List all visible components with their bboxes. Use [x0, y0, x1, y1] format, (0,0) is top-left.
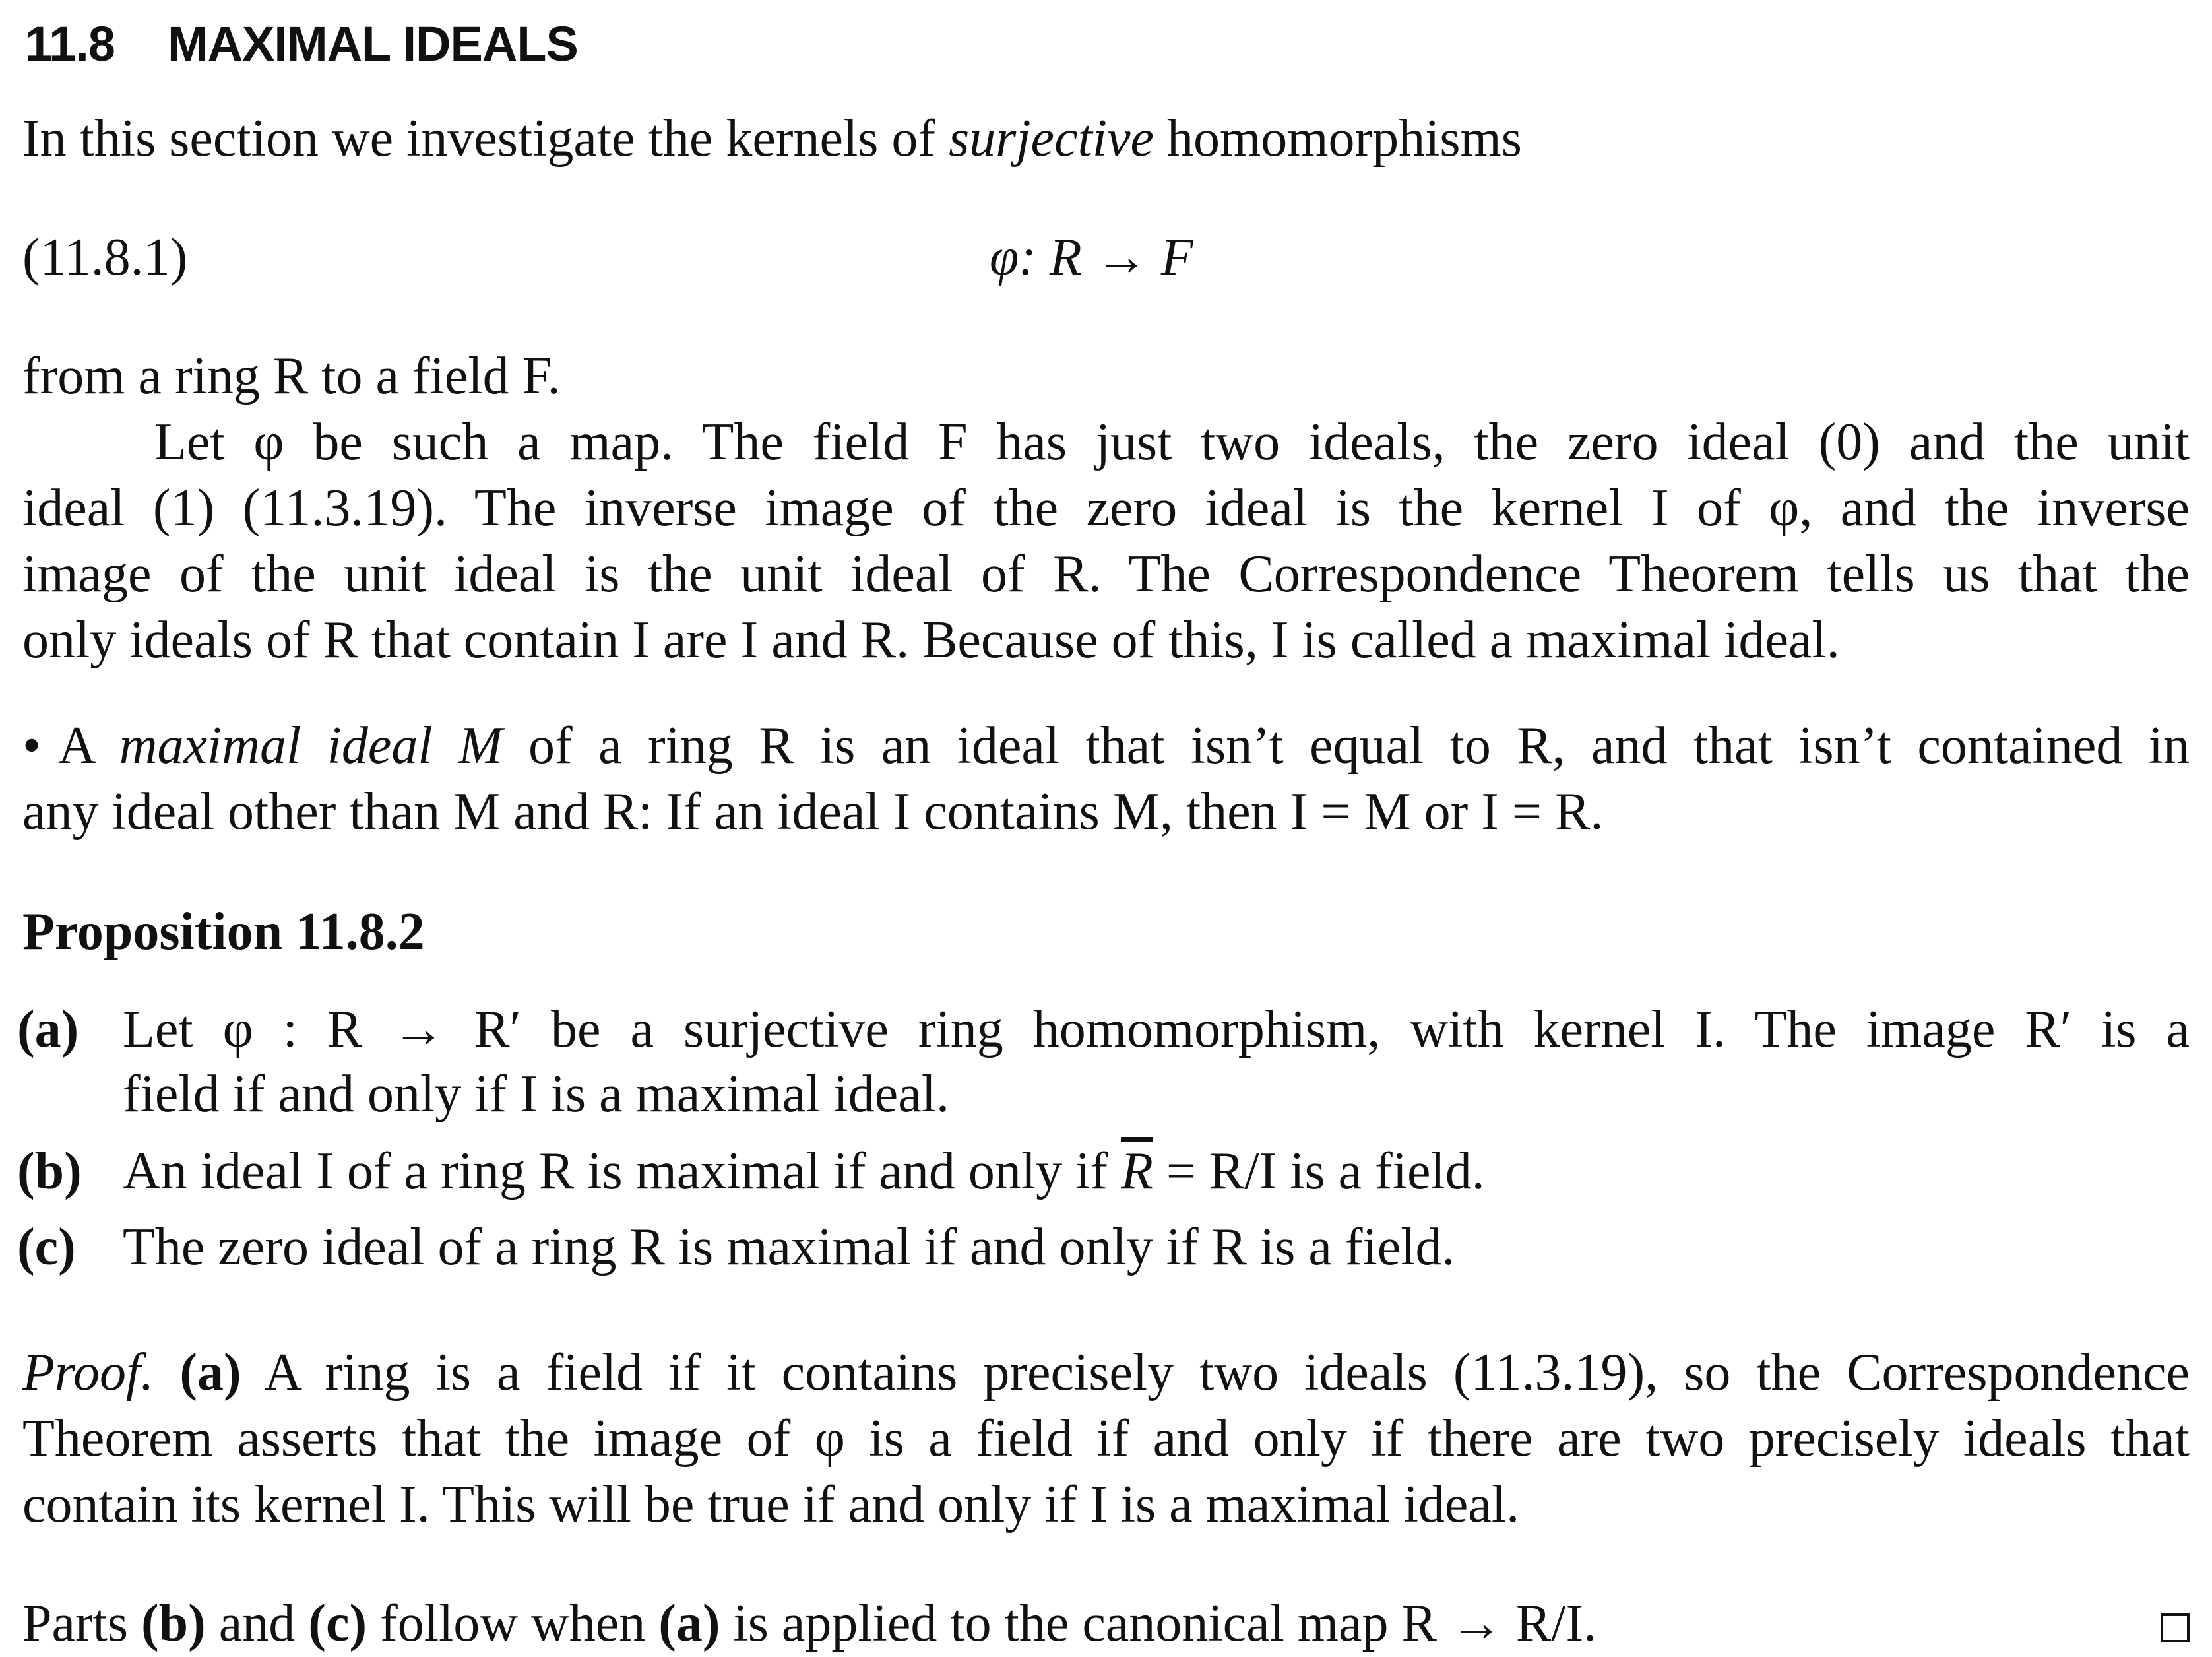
- section-heading: [25, 15, 578, 74]
- proof-line: contain its kernel I. This will be true if and only if I is a maximal ideal.: [22, 1476, 1520, 1534]
- proof-label: Proof.: [22, 1344, 154, 1402]
- paragraph-line: Let φ be such a map. The field F has just two ideals, the zero ideal (0) and the unit: [154, 413, 2190, 471]
- paragraph-line: from a ring R to a field F.: [22, 347, 561, 405]
- proposition-item-text: Let φ : R → R′ be a surjective ring homomorphism, with kernel I. The image R′ is a: [123, 1000, 2190, 1058]
- r-bar-symbol: $\overline{R}$: [1121, 1142, 1153, 1200]
- intro-line: In this section we investigate the kernels of surjective homomorphisms: [22, 110, 1522, 168]
- emphasis-surjective: surjective: [949, 110, 1154, 168]
- section-number: 11.8: [25, 16, 115, 71]
- proposition-item-label: (c): [17, 1218, 76, 1276]
- proposition-heading: Proposition 11.8.2: [22, 903, 425, 961]
- definition-line: any ideal other than M and R: If an ideal I contains M, then I = M or I = R.: [22, 783, 1604, 841]
- paragraph-line: ideal (1) (11.3.19). The inverse image of the zero ideal is the kernel I of φ, and the inverse: [22, 479, 2190, 537]
- proof-part-a-label: (a): [179, 1344, 241, 1402]
- bullet-icon: •: [22, 717, 42, 775]
- paragraph-line: only ideals of R that contain I are I and R. Because of this, I is called a maximal ideal.: [22, 611, 1840, 669]
- closing-line: Parts (b) and (c) follow when (a) is applied to the canonical map R → R/I.: [22, 1594, 1597, 1652]
- equation-number: (11.8.1): [22, 228, 188, 286]
- proposition-item-text: An ideal I of a ring R is maximal if and only if $\overline{R} = R/I$ is a field.: [123, 1142, 1485, 1200]
- proposition-item-text: field if and only if I is a maximal ideal.: [123, 1065, 949, 1123]
- proposition-item-label: (b): [17, 1142, 82, 1200]
- emphasis-maximal-ideal: maximal ideal M: [119, 717, 503, 775]
- proposition-item-text: The zero ideal of a ring R is maximal if and only if R is a field.: [123, 1218, 1455, 1276]
- equation-expression: φ: R → F: [990, 228, 1193, 286]
- paragraph-line: image of the unit ideal is the unit ideal of R. The Correspondence Theorem tells us that the: [22, 545, 2190, 603]
- proof-line: Proof. (a) A ring is a field if it contains precisely two ideals (11.3.19), so the Correspondence: [22, 1344, 2190, 1402]
- section-title: MAXIMAL IDEALS: [167, 16, 578, 71]
- proposition-item-label: (a): [17, 1000, 79, 1058]
- qed-square-icon: [2161, 1613, 2190, 1642]
- proof-line: Theorem asserts that the image of φ is a field if and only if there are two precisely ideals that: [22, 1410, 2190, 1468]
- definition-line: • A maximal ideal M of a ring R is an ideal that isn’t equal to R, and that isn’t contained in: [22, 717, 2190, 775]
